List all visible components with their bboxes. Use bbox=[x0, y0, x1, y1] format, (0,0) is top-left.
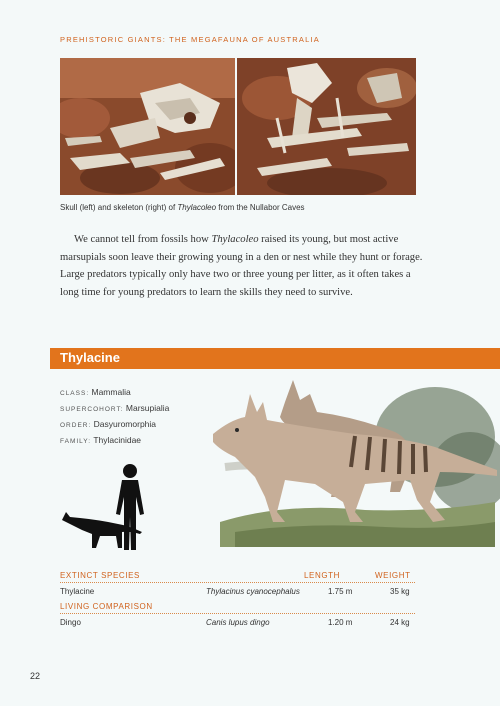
section-title: Thylacine bbox=[60, 350, 120, 365]
skeleton-photo bbox=[237, 58, 416, 195]
photo-caption: Skull (left) and skeleton (right) of Thylacoleo from the Nullabor Caves bbox=[60, 203, 305, 212]
length-header: LENGTH bbox=[304, 571, 341, 580]
skull-photo bbox=[60, 58, 235, 195]
living-row-length: 1.20 m bbox=[328, 618, 353, 627]
table-divider bbox=[60, 582, 415, 583]
weight-header: WEIGHT bbox=[375, 571, 411, 580]
living-row-scientific: Canis lupus dingo bbox=[206, 618, 270, 627]
page-number: 22 bbox=[30, 671, 41, 681]
taxonomy-class: CLASS: Mammalia bbox=[60, 387, 131, 397]
extinct-row-name: Thylacine bbox=[60, 587, 95, 596]
taxonomy-supercohort: SUPERCOHORT: Marsupialia bbox=[60, 403, 170, 413]
thylacine-illustration bbox=[205, 372, 500, 552]
taxonomy-family: FAMILY: Thylacinidae bbox=[60, 435, 142, 445]
table-divider bbox=[60, 613, 415, 614]
extinct-row-scientific: Thylacinus cyanocephalus bbox=[206, 587, 300, 596]
body-paragraph: We cannot tell from fossils how Thylacoleo raised its young, but most active marsupials soon leave their growing young in a den or nest while they hunt or forage. Large predators typically only have two or three young per litter, as it often takes a long time for young predators to learn the skills they need to survive. bbox=[60, 234, 423, 298]
living-row-weight: 24 kg bbox=[390, 618, 410, 627]
extinct-row-weight: 35 kg bbox=[390, 587, 410, 596]
living-comparison-header: LIVING COMPARISON bbox=[60, 602, 153, 611]
size-comparison-silhouette bbox=[60, 462, 155, 557]
extinct-species-header: EXTINCT SPECIES bbox=[60, 571, 140, 580]
taxonomy-order: ORDER: Dasyuromorphia bbox=[60, 419, 157, 429]
living-row-name: Dingo bbox=[60, 618, 81, 627]
extinct-row-length: 1.75 m bbox=[328, 587, 353, 596]
running-head: PREHISTORIC GIANTS: THE MEGAFAUNA OF AUSTRALIA bbox=[60, 35, 320, 44]
